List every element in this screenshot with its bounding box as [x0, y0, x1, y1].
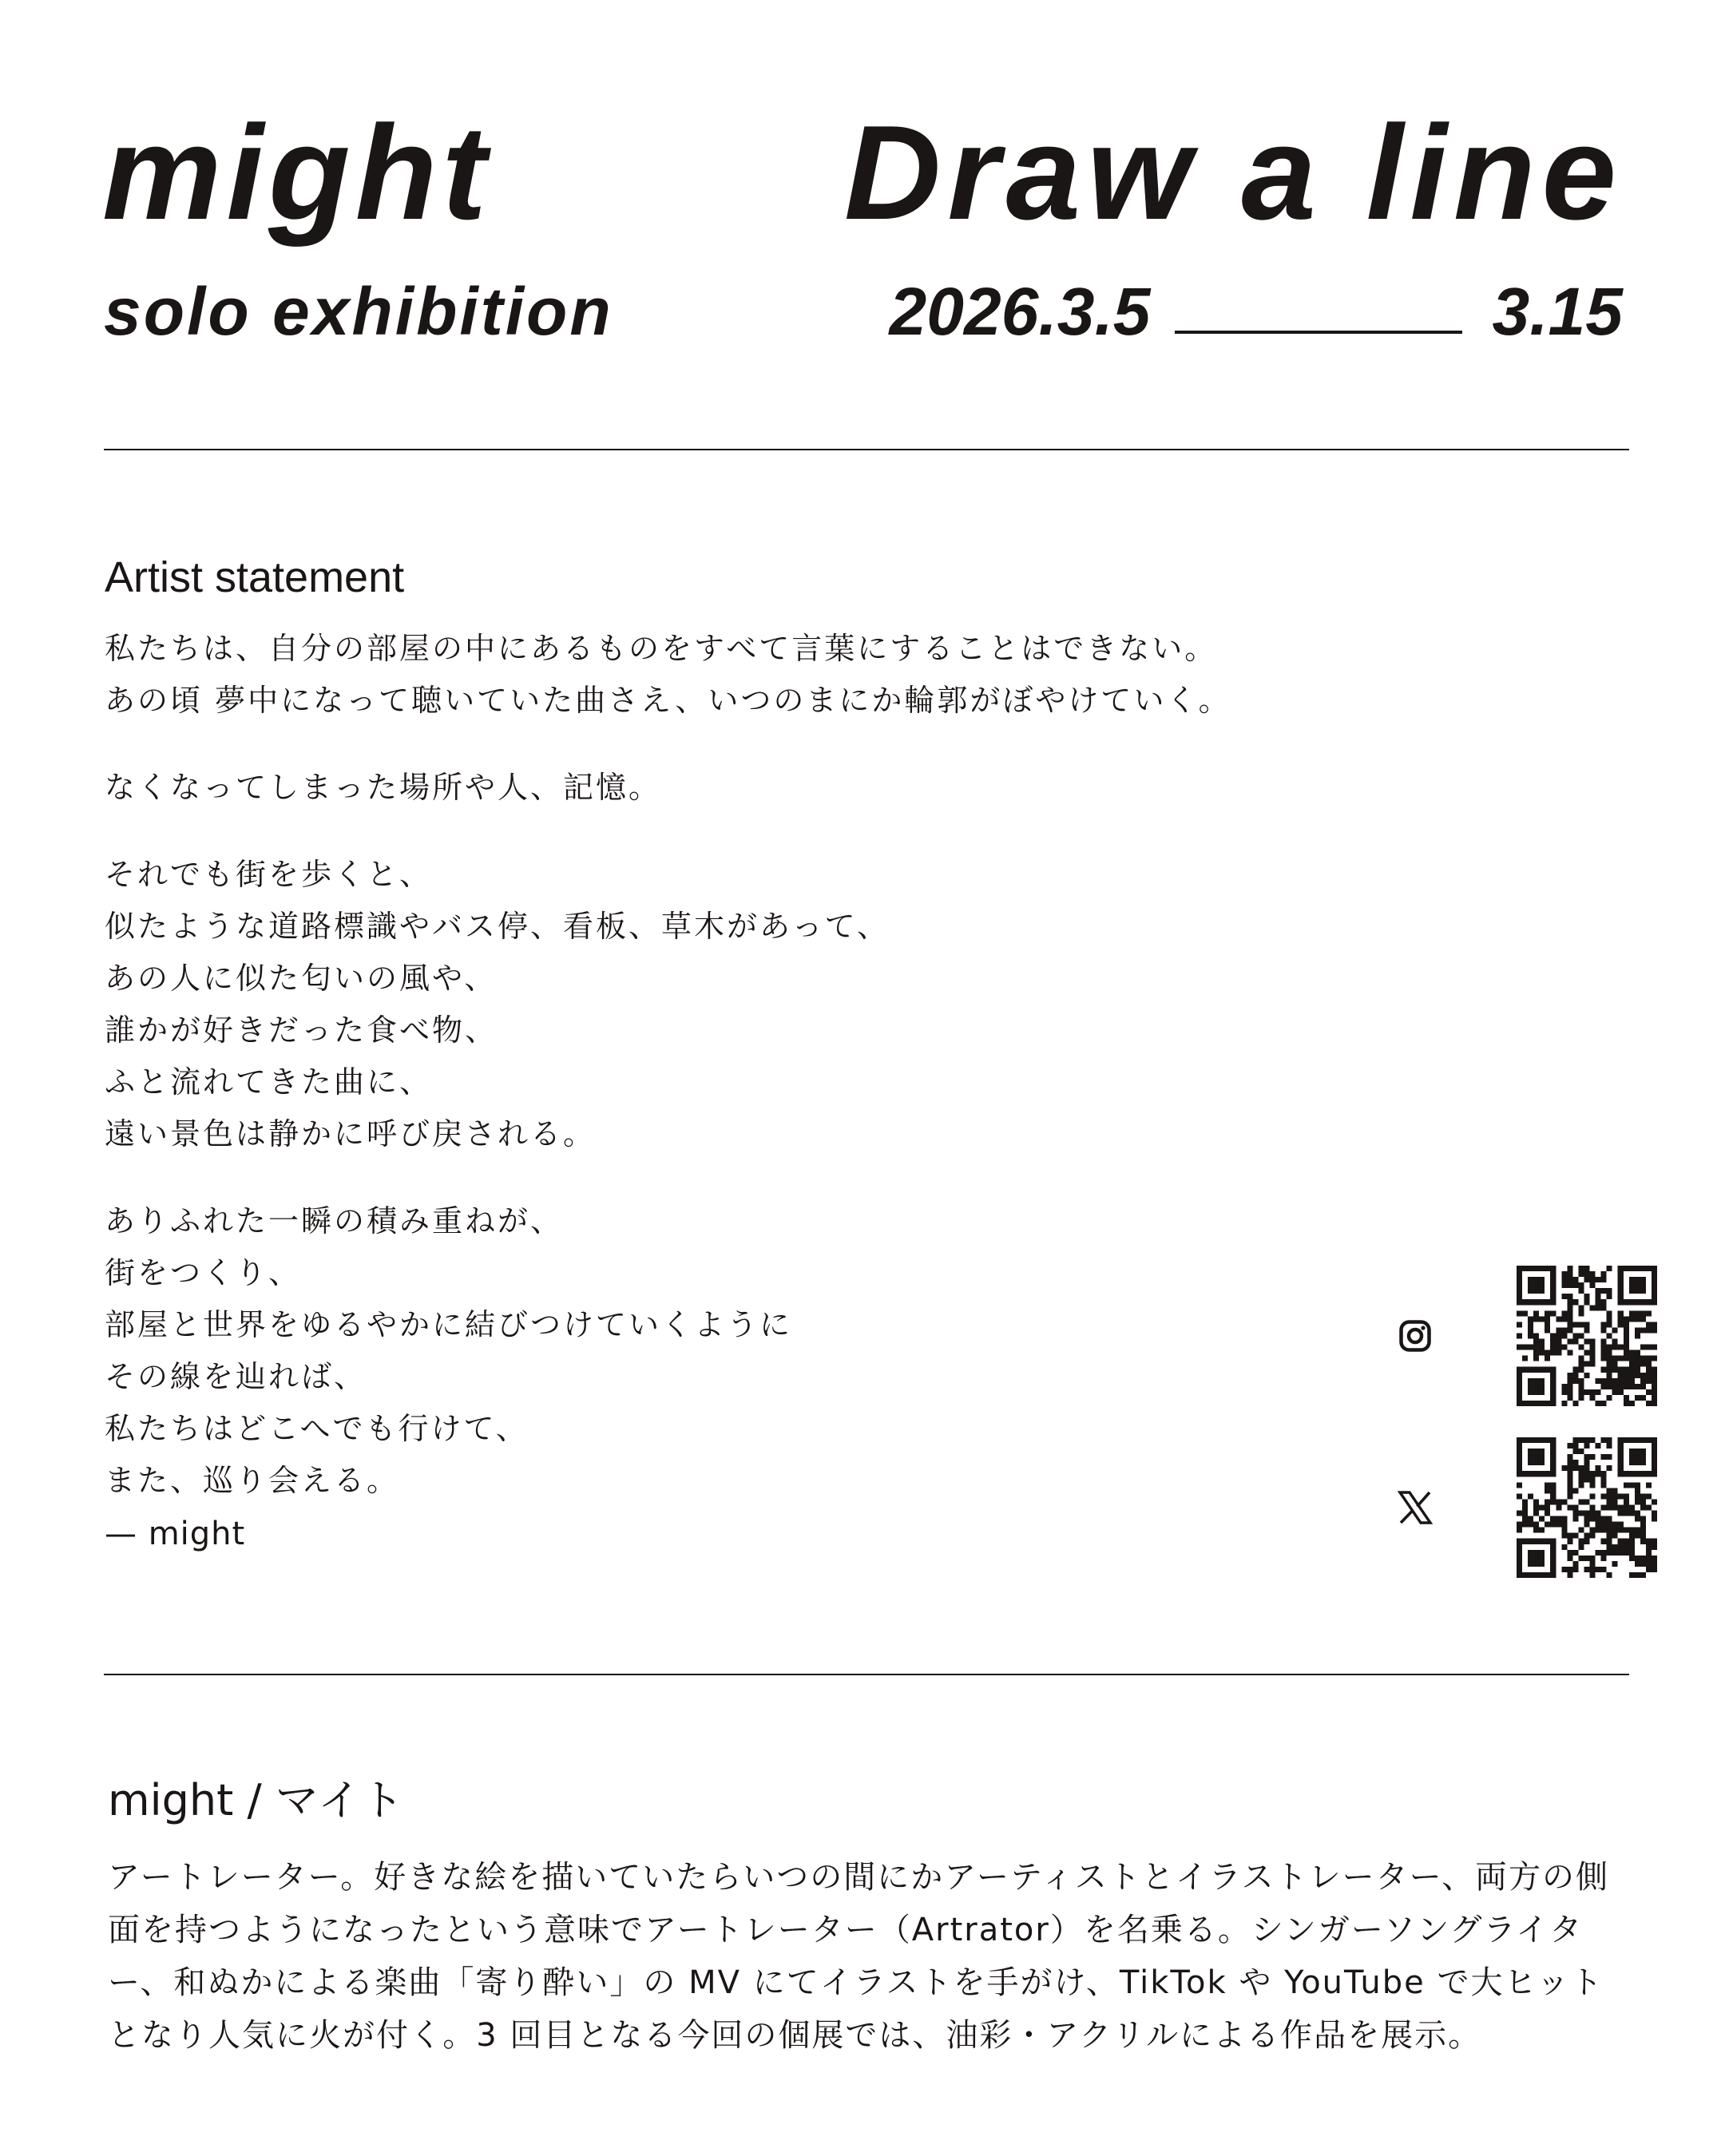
statement-line: 街をつくり、	[105, 1255, 302, 1290]
statement-line: その線を辿れば、	[105, 1359, 367, 1394]
divider-bottom	[104, 1674, 1629, 1675]
statement-line: なくなってしまった場所や人、記憶。	[105, 770, 662, 805]
statement-paragraph	[105, 1195, 1342, 1507]
statement-paragraph	[105, 849, 1342, 1160]
statement-line: あの頃 夢中になって聴いていた曲さえ、いつのまにか輪郭がぼやけていく。	[105, 683, 1231, 718]
artist-name: might	[102, 97, 492, 248]
date-start: 2026.3.5	[889, 274, 1151, 349]
artist-profile	[108, 1851, 1633, 2062]
statement-line: 遠い景色は静かに呼び戻される。	[105, 1116, 597, 1151]
statement-paragraph	[105, 623, 1342, 727]
statement-paragraph	[105, 762, 1342, 814]
statement-line: ふと流れてきた曲に、	[105, 1064, 433, 1100]
statement-line: それでも街を歩くと、	[105, 857, 433, 892]
statement-line: 部屋と世界をゆるやかに結びつけていくように	[105, 1307, 793, 1342]
statement-line: ありふれた一瞬の積み重ねが、	[105, 1203, 564, 1239]
exhibition-dates	[889, 274, 1623, 349]
artist-statement	[105, 623, 1342, 1550]
statement-line: 似たような道路標識やバス停、看板、草木があって、	[105, 909, 890, 944]
statement-heading: Artist statement	[105, 553, 405, 601]
social-instagram	[1393, 1266, 1657, 1406]
date-range-line	[1175, 331, 1462, 334]
statement-line: 私たちはどこへでも行けて、	[105, 1411, 529, 1446]
exhibition-type: solo exhibition	[104, 274, 613, 349]
statement-line: あの人に似た匂いの風や、	[105, 961, 498, 996]
profile-heading: might / マイト	[108, 1775, 404, 1825]
x-icon[interactable]	[1393, 1485, 1438, 1530]
profile-body: アートレーター。好きな絵を描いていたらいつの間にかアーティストとイラストレーター、両方の側面を持つようになったという意味でアートレーター（Artrator）を名乗る。シンガーソングライター、和ぬかによる楽曲「寄り酔い」の MV にてイラストを手がけ、TikTok や YouTube で大ヒットとなり人気に火が付く。3 回目となる今回の個展では、油彩・アクリルによる作品を展示。	[108, 1859, 1609, 2054]
date-end: 3.15	[1492, 274, 1623, 349]
statement-line: 誰かが好きだった食べ物、	[105, 1013, 498, 1048]
instagram-icon[interactable]	[1393, 1314, 1438, 1358]
social-x	[1393, 1437, 1657, 1578]
instagram-qr-code[interactable]	[1517, 1266, 1657, 1406]
divider-top	[104, 449, 1629, 450]
statement-line: 私たちは、自分の部屋の中にあるものをすべて言葉にすることはできない。	[105, 631, 1218, 666]
x-qr-code[interactable]	[1517, 1437, 1657, 1578]
statement-line: また、巡り会える。	[105, 1463, 400, 1498]
statement-signature: — might	[105, 1516, 246, 1552]
exhibition-title: Draw a line	[843, 97, 1623, 248]
